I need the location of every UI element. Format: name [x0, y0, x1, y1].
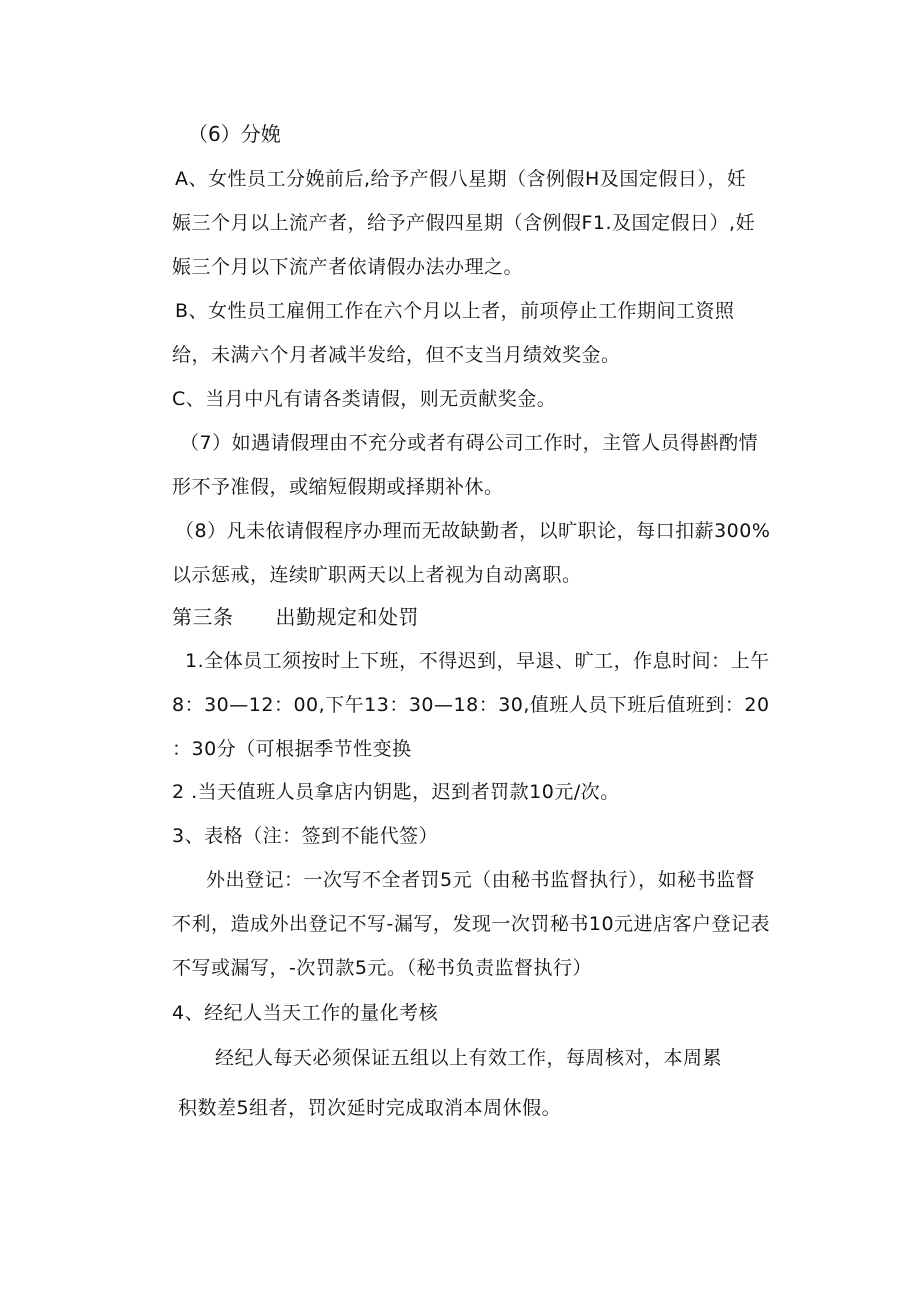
- rule-line: 3、表格（注：签到不能代签）: [172, 825, 439, 847]
- text-line: 以示惩戒，连续旷职两天以上者视为自动离职。: [172, 564, 582, 586]
- rule-line: 8：30—12：00,下午13：30—18：30,值班人员下班后值班到：20: [172, 694, 770, 716]
- text-line: A、女性员工分娩前后,给予产假八星期（含例假H及国定假日），妊: [175, 168, 747, 190]
- text-line: 娠三个月以下流产者依请假办法办理之。: [172, 256, 524, 278]
- text-line: 形不予准假，或缩短假期或择期补休。: [172, 476, 504, 498]
- rule-line: 2 .当天值班人员拿店内钥匙，迟到者罚款10元/次。: [172, 781, 620, 803]
- text-line: 给，未满六个月者减半发给，但不支当月绩效奖金。: [172, 344, 621, 366]
- rule-line: 1.全体员工须按时上下班，不得迟到，早退、旷工，作息时间：上午: [185, 650, 770, 672]
- rule-line: 外出登记：一次写不全者罚5元（由秘书监督执行），如秘书监督: [206, 869, 756, 891]
- text-line: C、当月中凡有请各类请假，则无贡献奖金。: [172, 388, 557, 410]
- rule-line: 不写或漏写，-次罚款5元。（秘书负责监督执行）: [172, 957, 592, 979]
- text-line: （7）如遇请假理由不充分或者有碍公司工作时，主管人员得斟酌情: [180, 432, 759, 454]
- section-heading: （6）分娩: [188, 122, 281, 146]
- text-line: （8）凡未依请假程序办理而无故缺勤者，以旷职论，每口扣薪300%: [175, 520, 771, 542]
- text-line: B、女性员工雇佣工作在六个月以上者，前项停止工作期间工资照: [175, 300, 735, 322]
- rule-line: 积数差5组者，罚次延时完成取消本周休假。: [178, 1097, 562, 1119]
- text-line: 娠三个月以上流产者，给予产假四星期（含例假F1.及国定假日）,妊: [172, 212, 756, 234]
- rule-line: 不利，造成外出登记不写-漏写，发现一次罚秘书10元进店客户登记表: [172, 913, 771, 935]
- article-name: 出勤规定和处罚: [275, 605, 419, 629]
- rule-line: 经纪人每天必须保证五组以上有效工作，每周核对，本周累: [215, 1047, 723, 1069]
- rule-line: 4、经纪人当天工作的量化考核: [172, 1002, 439, 1024]
- article-title: [172, 604, 419, 630]
- article-label: 第三条: [172, 605, 234, 629]
- rule-line: ：30分（可根据季节性变换: [172, 738, 412, 760]
